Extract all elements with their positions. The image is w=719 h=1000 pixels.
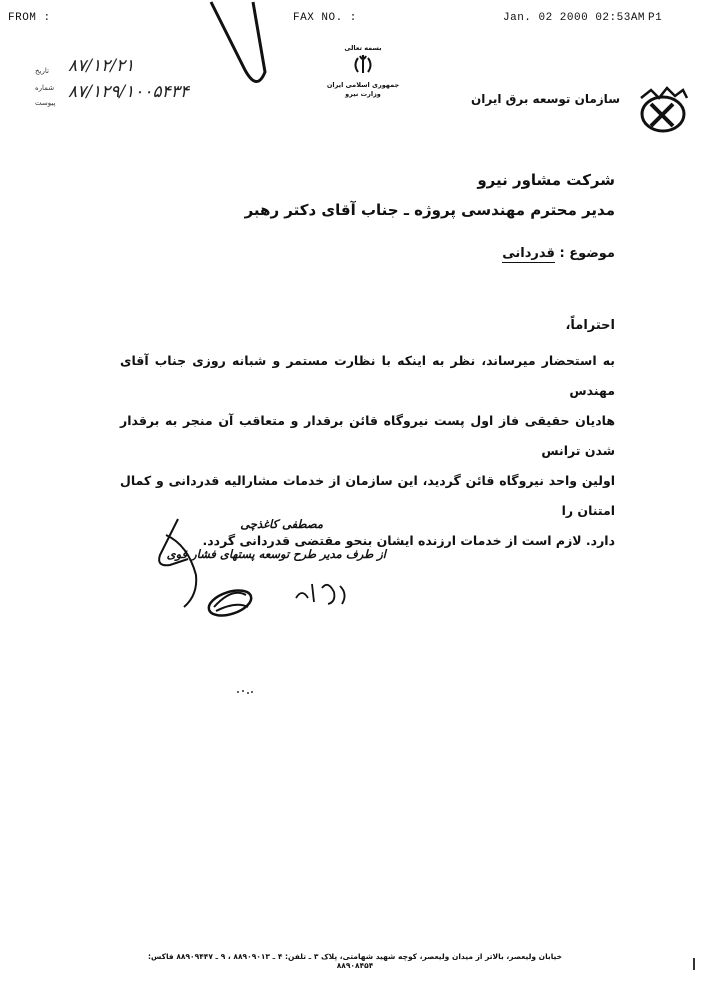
body-line: به استحضار میرساند، نظر به اینکه با نظارت مستمر و شبانه روزی جناب آقای مهندس [120, 353, 615, 398]
fax-timestamp: Jan. 02 2000 02:53AM [503, 12, 646, 24]
organization-name: سازمان توسعه برق ایران [471, 92, 620, 106]
fax-page-number: P1 [648, 12, 663, 24]
subject-line [502, 246, 615, 261]
organization-logo-icon [637, 86, 689, 136]
handwritten-note [292, 574, 362, 614]
iran-emblem-icon [350, 53, 376, 77]
subject-label: موضوع : [559, 246, 615, 261]
signer-name: مصطفی کاغذچی [240, 517, 323, 531]
footer-address: خیابان ولیعصر، بالاتر از میدان ولیعصر، کوچه شهید شهامتی، پلاک ۳ ـ تلفن: ۴ ـ ۸۸۹۰۹۰۱۳ ، ۹ ـ ۸۸۹۰۹۴۴۷ فاکس: ۸۸۹۰۸۴۵۴ [148, 952, 562, 970]
scan-edge-mark [693, 958, 695, 970]
body-line: اولین واحد نیروگاه قائن گردید، این سازمان از خدمات مشارالیه قدردانی و کمال امتنان را [120, 473, 615, 518]
subject-value: قدردانی [502, 246, 555, 261]
attachment-label: پیوست [35, 99, 56, 107]
date-label: تاریخ [35, 67, 49, 75]
signer-title: از طرف مدیر طرح توسعه پستهای فشار قوی [166, 547, 386, 561]
fax-number-label: FAX NO. : [293, 12, 357, 24]
letterhead-emblem-block [318, 44, 408, 99]
bismillah-text: بسمه تعالی [344, 44, 382, 52]
recipient-company: شرکت مشاور نیرو [477, 171, 615, 189]
body-line: دارد. لازم است از خدمات ارزنده ایشان بنحو مقتضی قدردانی گردد. [202, 533, 615, 548]
paper-clip-mark [205, 0, 275, 95]
scan-specks [236, 688, 256, 696]
fax-from-label: FROM : [8, 12, 51, 24]
recipient-addressee: مدیر محترم مهندسی پروژه ـ جناب آقای دکتر رهبر [244, 201, 615, 219]
greeting: احتراماً، [565, 318, 615, 333]
number-label: شماره [35, 84, 55, 92]
ministry-text: وزارت نیرو [345, 90, 381, 98]
body-line: هادیان حقیقی فاز اول پست نیروگاه قائن برقدار و متعاقب آن منجر به برقدار شدن ترانس [120, 413, 615, 458]
country-text: جمهوری اسلامی ایران [326, 81, 400, 89]
date-value: ۸۷/۱۲/۲۱ [68, 56, 135, 76]
handwritten-signature [148, 515, 258, 625]
number-value: ۸۷/۱۲۹/۱۰۰۵۴۳۴ [68, 82, 190, 102]
